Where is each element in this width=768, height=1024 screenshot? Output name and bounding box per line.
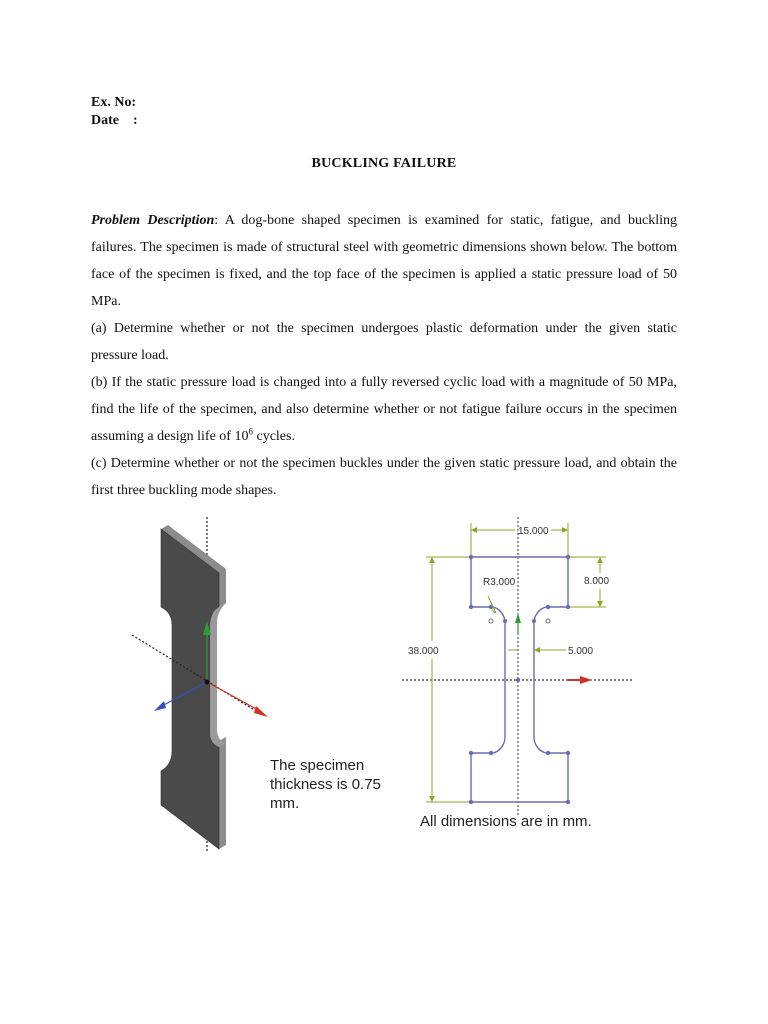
blue-arrow-icon — [154, 701, 166, 711]
dimensions-note: All dimensions are in mm. — [420, 813, 592, 830]
specimen-edge — [210, 603, 226, 747]
problem-label: Problem Description — [91, 213, 215, 228]
dim-total-height-label: 38.000 — [408, 646, 439, 657]
red-load-arrow-icon — [580, 676, 592, 684]
fillet-center-right — [546, 619, 550, 623]
dim-radius-label: R3.000 — [483, 577, 516, 588]
dimension-arrowheads — [429, 527, 603, 802]
thickness-note: The specimen thickness is 0.75 mm. — [270, 757, 381, 812]
green-load-arrow-icon — [515, 613, 521, 623]
red-arrow-icon — [254, 706, 268, 717]
intro-text: : A dog-bone shaped specimen is examined for static, fatigue, and buckling failures. The specimen is made of structural steel with geometric dimensions shown below. The bottom face of the specimen is fixed, and the top face of the specimen is applied a static pressure load of 50 MPa. — [91, 213, 677, 309]
part-b-text: (b) If the static pressure load is changed into a fully reversed cyclic load with a magnitude of 50 MPa, find the life of the specimen, and also determine whether or not fatigue failure occurs in the specimen assuming a design life of 10 — [91, 375, 677, 444]
part-c-paragraph: (c) Determine whether or not the specimen buckles under the given static pressure load, and obtain the first three buckling mode shapes. — [91, 456, 677, 498]
page-title: BUCKLING FAILURE — [311, 156, 457, 171]
dim-width-label: 15.000 — [518, 526, 549, 537]
dimension-lines — [426, 523, 606, 802]
date-label: Date : — [91, 113, 138, 128]
origin-point — [205, 680, 210, 685]
part-b-suffix: cycles. — [252, 429, 295, 444]
intro-paragraph — [91, 207, 677, 315]
specimen-dimension-sketch — [370, 515, 650, 845]
exercise-number-label: Ex. No: — [91, 95, 137, 110]
exponent: 6 — [248, 426, 253, 437]
fillet-center-left — [489, 619, 493, 623]
part-a-paragraph: (a) Determine whether or not the specimen undergoes plastic deformation under the given static pressure load. — [91, 321, 677, 363]
dim-neck-label: 5.000 — [568, 646, 594, 657]
problem-description — [91, 207, 677, 504]
dim-top-height-label: 8.000 — [584, 576, 610, 587]
part-b-paragraph — [91, 369, 677, 450]
